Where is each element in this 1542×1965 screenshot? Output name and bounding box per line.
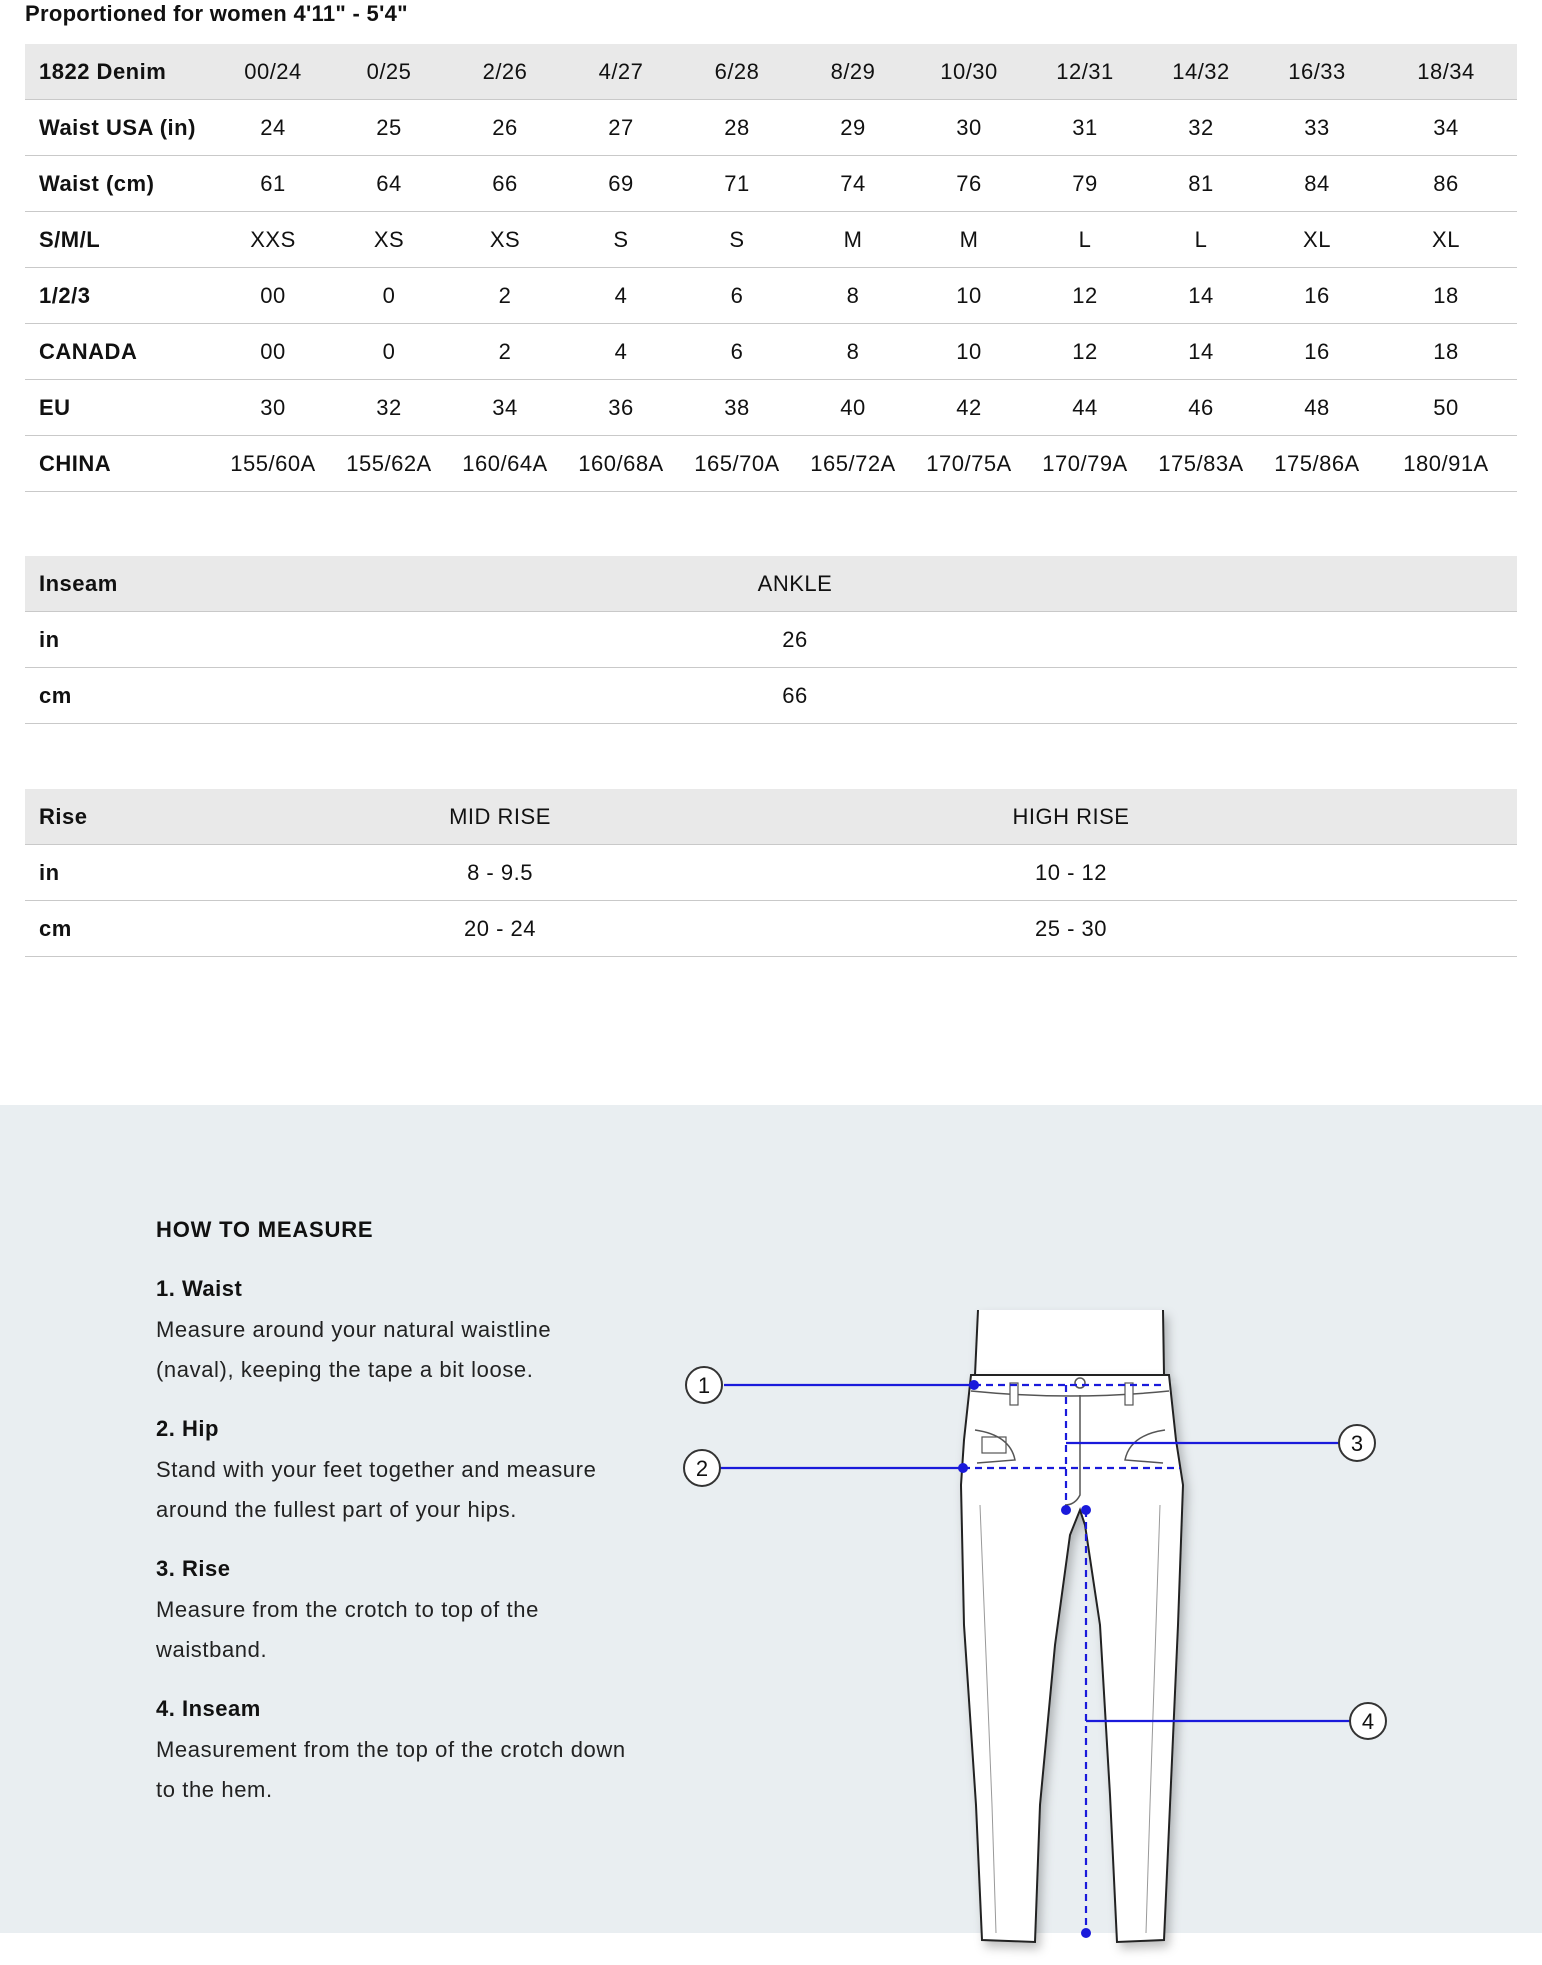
table-cell: 26: [215, 612, 1375, 668]
table-row: [25, 380, 1517, 436]
table-cell: 00: [215, 268, 331, 324]
table-cell: 66: [447, 156, 563, 212]
table-cell: 16: [1259, 324, 1375, 380]
row-label: Waist (cm): [25, 156, 215, 212]
table-cell: 24: [215, 100, 331, 156]
table-row: [25, 901, 1517, 957]
table-cell: 84: [1259, 156, 1375, 212]
table-cell: 36: [563, 380, 679, 436]
table-cell: 170/75A: [911, 436, 1027, 492]
measure-step-rise: [156, 1554, 636, 1670]
table-cell: 10 - 12: [785, 845, 1357, 901]
table-cell: 61: [215, 156, 331, 212]
table-cell: M: [911, 212, 1027, 268]
table-cell: 16: [1259, 268, 1375, 324]
measure-step-waist: [156, 1274, 636, 1390]
table-row: [25, 324, 1517, 380]
table-cell: 46: [1143, 380, 1259, 436]
table-cell: 33: [1259, 100, 1375, 156]
size-table-header-label: 1822 Denim: [25, 44, 215, 100]
row-spacer: [1357, 845, 1517, 901]
rise-header-spacer: [1357, 789, 1517, 845]
table-cell: 2: [447, 324, 563, 380]
table-cell: XL: [1375, 212, 1517, 268]
table-cell: 8 - 9.5: [215, 845, 785, 901]
table-cell: 34: [1375, 100, 1517, 156]
rise-table: [25, 789, 1517, 957]
table-cell: 10: [911, 324, 1027, 380]
table-cell: 165/70A: [679, 436, 795, 492]
inseam-header-spacer: [1375, 556, 1517, 612]
table-cell: XL: [1259, 212, 1375, 268]
table-cell: 6: [679, 324, 795, 380]
table-cell: 50: [1375, 380, 1517, 436]
table-row: [25, 268, 1517, 324]
inseam-table: [25, 556, 1517, 724]
table-cell: 29: [795, 100, 911, 156]
table-cell: 34: [447, 380, 563, 436]
size-column-header: 10/30: [911, 44, 1027, 100]
table-cell: 27: [563, 100, 679, 156]
table-cell: 00: [215, 324, 331, 380]
belt-loop: [1125, 1383, 1133, 1405]
table-cell: 25 - 30: [785, 901, 1357, 957]
step-text: Measure around your natural waistline (naval), keeping the tape a bit loose.: [156, 1317, 552, 1382]
table-cell: 20 - 24: [215, 901, 785, 957]
size-column-header: 12/31: [1027, 44, 1143, 100]
table-cell: 30: [911, 100, 1027, 156]
rise-table-header-label: Rise: [25, 789, 215, 845]
table-cell: 175/83A: [1143, 436, 1259, 492]
fit-subtitle: Proportioned for women 4'11" - 5'4": [25, 1, 408, 26]
table-cell: S: [563, 212, 679, 268]
table-cell: 10: [911, 268, 1027, 324]
size-column-header: 8/29: [795, 44, 911, 100]
table-cell: 32: [1143, 100, 1259, 156]
size-table: [25, 44, 1517, 492]
rise-column-header: MID RISE: [215, 789, 785, 845]
row-label: CHINA: [25, 436, 215, 492]
table-cell: 69: [563, 156, 679, 212]
marker-label: 1: [697, 1373, 711, 1398]
table-cell: 26: [447, 100, 563, 156]
row-spacer: [1375, 668, 1517, 724]
table-cell: 14: [1143, 324, 1259, 380]
rise-column-header: HIGH RISE: [785, 789, 1357, 845]
measure-step-inseam: [156, 1694, 636, 1810]
table-cell: 180/91A: [1375, 436, 1517, 492]
marker-label: 2: [695, 1456, 709, 1481]
table-row: [25, 100, 1517, 156]
table-cell: 170/79A: [1027, 436, 1143, 492]
row-spacer: [1375, 612, 1517, 668]
table-row: [25, 212, 1517, 268]
step-title: 4. Inseam: [156, 1696, 261, 1721]
step-text: Measure from the crotch to top of the waistband.: [156, 1597, 539, 1662]
belt-loop: [1010, 1383, 1018, 1405]
size-column-header: 16/33: [1259, 44, 1375, 100]
table-cell: 71: [679, 156, 795, 212]
row-label: in: [25, 845, 215, 901]
button-icon: [1075, 1378, 1085, 1388]
row-label: cm: [25, 668, 215, 724]
table-row: [25, 156, 1517, 212]
marker-2-icon: [684, 1450, 720, 1486]
marker-4-icon: [1350, 1703, 1386, 1739]
table-cell: XS: [331, 212, 447, 268]
table-cell: M: [795, 212, 911, 268]
table-row: [25, 436, 1517, 492]
step-text: Stand with your feet together and measure around the fullest part of your hips.: [156, 1457, 597, 1522]
size-table-header: [25, 44, 1517, 100]
table-cell: 31: [1027, 100, 1143, 156]
jeans-measurement-diagram: [680, 1205, 1400, 1965]
table-cell: L: [1027, 212, 1143, 268]
row-label: Waist USA (in): [25, 100, 215, 156]
table-cell: 4: [563, 324, 679, 380]
table-row: [25, 845, 1517, 901]
table-cell: 8: [795, 268, 911, 324]
jeans-outline-icon: [961, 1375, 1183, 1942]
table-cell: 48: [1259, 380, 1375, 436]
table-cell: 42: [911, 380, 1027, 436]
row-label: EU: [25, 380, 215, 436]
size-column-header: 4/27: [563, 44, 679, 100]
table-cell: 25: [331, 100, 447, 156]
table-cell: L: [1143, 212, 1259, 268]
table-cell: 12: [1027, 324, 1143, 380]
row-label: CANADA: [25, 324, 215, 380]
marker-3-icon: [1339, 1425, 1375, 1461]
marker-1-icon: [686, 1367, 722, 1403]
table-cell: 0: [331, 324, 447, 380]
row-label: in: [25, 612, 215, 668]
table-cell: 155/62A: [331, 436, 447, 492]
table-cell: 155/60A: [215, 436, 331, 492]
table-cell: 38: [679, 380, 795, 436]
table-row: [25, 668, 1517, 724]
row-spacer: [1357, 901, 1517, 957]
measure-step-hip: [156, 1414, 636, 1530]
how-to-measure-section: [0, 1105, 1542, 1933]
row-label: cm: [25, 901, 215, 957]
size-column-header: 00/24: [215, 44, 331, 100]
size-column-header: 6/28: [679, 44, 795, 100]
table-cell: 18: [1375, 268, 1517, 324]
table-cell: 74: [795, 156, 911, 212]
table-cell: 18: [1375, 324, 1517, 380]
table-cell: 64: [331, 156, 447, 212]
row-label: 1/2/3: [25, 268, 215, 324]
table-cell: 0: [331, 268, 447, 324]
size-column-header: 2/26: [447, 44, 563, 100]
torso-outline: [975, 1310, 1164, 1375]
table-cell: 8: [795, 324, 911, 380]
table-cell: 30: [215, 380, 331, 436]
table-cell: 175/86A: [1259, 436, 1375, 492]
measure-guide: [156, 1216, 636, 1834]
table-cell: 14: [1143, 268, 1259, 324]
table-cell: 66: [215, 668, 1375, 724]
row-label: S/M/L: [25, 212, 215, 268]
table-cell: 2: [447, 268, 563, 324]
table-cell: 81: [1143, 156, 1259, 212]
marker-label: 4: [1361, 1709, 1375, 1734]
table-cell: XS: [447, 212, 563, 268]
table-cell: 79: [1027, 156, 1143, 212]
table-cell: 12: [1027, 268, 1143, 324]
table-cell: 28: [679, 100, 795, 156]
table-cell: 160/68A: [563, 436, 679, 492]
marker-label: 3: [1350, 1431, 1364, 1456]
inseam-table-header-label: Inseam: [25, 556, 215, 612]
step-title: 3. Rise: [156, 1556, 231, 1581]
size-column-header: 14/32: [1143, 44, 1259, 100]
table-cell: 32: [331, 380, 447, 436]
table-cell: 6: [679, 268, 795, 324]
table-cell: XXS: [215, 212, 331, 268]
table-cell: 4: [563, 268, 679, 324]
inseam-table-header: [25, 556, 1517, 612]
table-cell: 76: [911, 156, 1027, 212]
table-cell: 160/64A: [447, 436, 563, 492]
step-title: 2. Hip: [156, 1416, 219, 1441]
table-cell: 40: [795, 380, 911, 436]
table-cell: 165/72A: [795, 436, 911, 492]
rise-table-header: [25, 789, 1517, 845]
size-column-header: 0/25: [331, 44, 447, 100]
step-text: Measurement from the top of the crotch down to the hem.: [156, 1737, 626, 1802]
step-title: 1. Waist: [156, 1276, 243, 1301]
size-column-header: 18/34: [1375, 44, 1517, 100]
table-cell: 44: [1027, 380, 1143, 436]
table-row: [25, 612, 1517, 668]
table-cell: 86: [1375, 156, 1517, 212]
how-to-measure-title: HOW TO MEASURE: [156, 1217, 374, 1242]
inseam-column-header: ANKLE: [215, 556, 1375, 612]
table-cell: S: [679, 212, 795, 268]
